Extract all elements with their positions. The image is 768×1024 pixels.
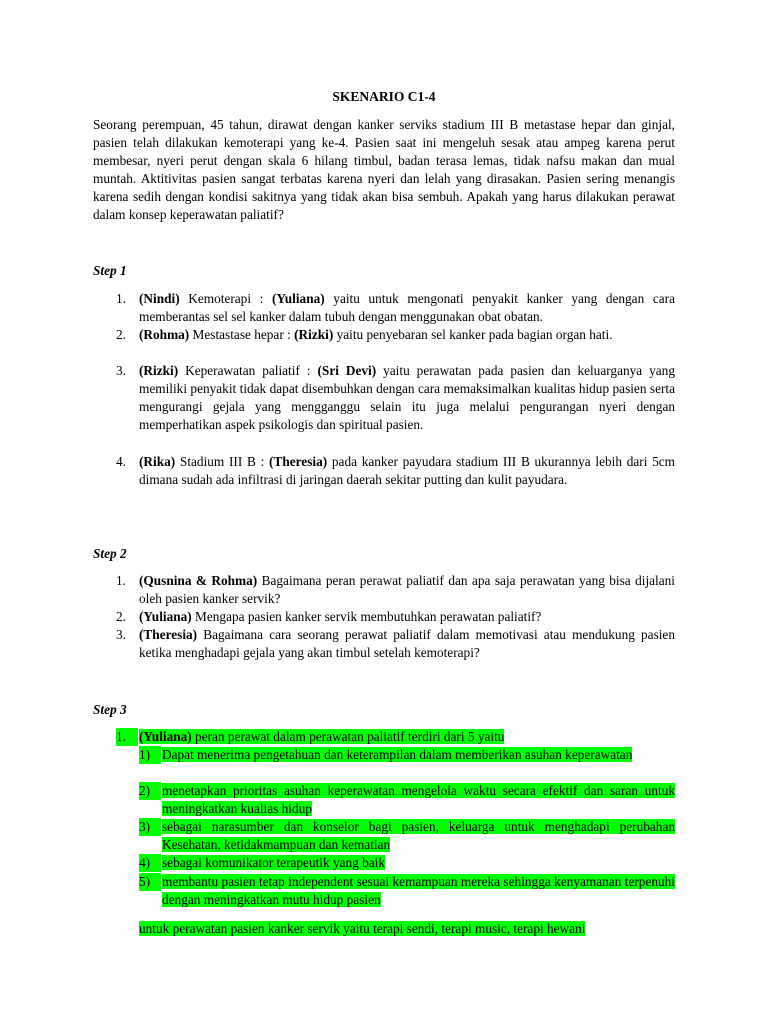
definition-text: yaitu penyebaran sel kanker pada bagian organ hati. [333,327,613,342]
sub-item-text: sebagai komunikator terapeutik yang baik [162,855,386,870]
sub-list-number: 5) [139,873,161,891]
step3-subitem-5 [139,873,675,909]
speaker-name: (Sri Devi) [317,363,377,378]
speaker-name: (Yuliana) [139,609,192,624]
question-text: Bagaimana cara seorang perawat paliatif dalam memotivasi atau mendukung pasien ketika menghadapi gejala yang akan timbul setelah kemoterapi? [139,627,675,660]
step2-item-2 [116,608,675,626]
therapy-note [139,920,675,938]
list-number: 1. [116,728,138,746]
answer-text: peran perawat dalam perawatan paliatif terdiri dari 5 yaitu [191,729,505,744]
scenario-paragraph: Seorang perempuan, 45 tahun, dirawat dengan kanker serviks stadium III B metastase hepar dan ginjal, pasien telah dilakukan kemoterapi yang ke-4. Pasien saat ini mengeluh sesak atau ampeg karena perut membesar, nyeri perut dengan skala 6 hilang timbul, badan terasa lemas, tidak nafsu makan dan mual muntah. Aktitivitas pasien sangat terbatas karena nyeri dan lelah yang dirasakan. Pasien sering menangis karena sedih dengan kondisi sakitnya yang tidak akan bisa sembuh. Apakah yang harus dilakukan perawat dalam konsep keperawatan paliatif? [93,117,675,222]
step2-item-1 [116,572,675,608]
step1-item-4 [116,453,675,489]
list-number: 2. [116,609,126,624]
list-number: 2. [116,327,126,342]
speaker-name: (Theresia) [139,627,198,642]
therapy-note-text: untuk perawatan pasien kanker servik yaitu terapi sendi, terapi music, terapi hewani [139,921,586,936]
list-number: 3. [116,627,126,642]
term-text: Stadium III B : [175,454,270,469]
step3-item-1 [116,728,675,746]
list-number: 4. [116,454,126,469]
list-number: 1. [116,291,126,306]
list-number: 3. [116,363,126,378]
term-text: Kemoterapi : [179,291,272,306]
sub-list-number: 4) [139,854,161,872]
sub-list-number: 2) [139,782,161,800]
speaker-name: (Yuliana) [139,729,192,744]
sub-item-text: sebagai narasumber dan konselor bagi pasien, keluarga untuk menghadapi perubahan Kesehatan, ketidakmampuan dan kematian [162,819,675,852]
sub-item-text: membantu pasien tetap independent sesuai kemampuan mereka sehingga kenyamanan terpenuhi dengan meningkatkan mutu hidup pasien [162,874,675,907]
sub-list-number: 1) [139,746,161,764]
term-text: Mestastase hepar : [189,327,295,342]
question-text: Bagaimana peran perawat paliatif dan apa saja perawatan yang bisa dijalani oleh pasien kanker servik? [139,573,675,606]
step1-item-1 [116,290,675,326]
speaker-name: (Nindi) [139,291,180,306]
list-number: 1. [116,573,126,588]
document-title: SKENARIO C1-4 [332,89,436,104]
step3-subitem-4 [139,854,675,872]
step2-item-3 [116,626,675,662]
sub-item-text: menetapkan prioritas asuhan keperawatan mengelola waktu secara efektif dan saran untuk meningkatkan kualias hidup [162,783,675,816]
speaker-name: (Theresia) [269,454,328,469]
definition-text: yaitu untuk mengonati penyakit kanker yang dengan cara memberantas sel sel kanker dalam tubuh dengan menggunakan obat obatan. [139,291,675,324]
speaker-name: (Rohma) [139,327,190,342]
speaker-name: (Qusnina & Rohma) [139,573,258,588]
speaker-name: (Rizki) [139,363,179,378]
step3-heading: Step 3 [93,702,127,717]
term-text: Keperawatan paliatif : [178,363,318,378]
step3-subitem-3 [139,818,675,854]
speaker-name: (Rizki) [294,327,334,342]
step1-item-3 [116,362,675,434]
sub-item-text: Dapat menerima pengetahuan dan keterampilan dalam memberikan asuhan keperawatan [162,747,633,762]
definition-text: yaitu perawatan pada pasien dan keluarganya yang memiliki penyakit tidak dapat disembuhkan dengan cara memaksimalkan kualitas hidup pasien serta mengurangi gejala yang mengganggu selain itu juga melalui pengurangan nyeri dengan memperhatikan aspek psikologis dan spiritual pasien. [139,363,675,432]
step1-item-2 [116,326,675,344]
sub-list-number: 3) [139,818,161,836]
step1-heading: Step 1 [93,263,127,278]
step3-subitem-1 [139,746,675,764]
definition-text: pada kanker payudara stadium III B ukurannya lebih dari 5cm dimana sudah ada infiltrasi di jaringan daerah sekitar putting dan kulit payudara. [139,454,676,487]
step3-subitem-2 [139,782,675,818]
speaker-name: (Rika) [139,454,176,469]
speaker-name: (Yuliana) [271,291,325,306]
step2-heading: Step 2 [93,546,127,561]
question-text: Mengapa pasien kanker servik membutuhkan perawatan paliatif? [191,609,542,624]
